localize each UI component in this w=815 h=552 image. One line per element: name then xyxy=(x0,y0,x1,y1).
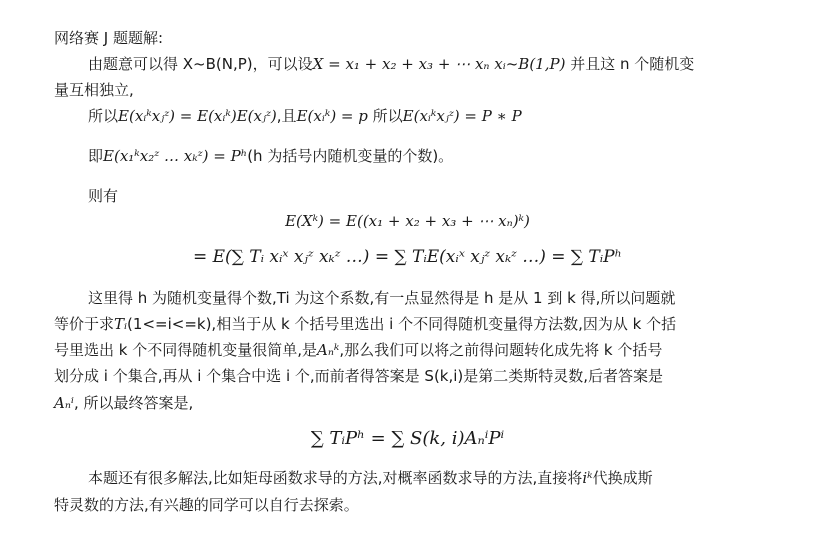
text-run: 代换成斯 xyxy=(592,469,653,487)
formula-expectation-product: E(xᵢᵏxⱼᶻ) = E(xᵢᵏ)E(xⱼᶻ) xyxy=(118,107,277,125)
text-run: (1<=i<=k),相当于从 k 个括号里选出 i 个不同得随机变量得方法数,因为从 k 个括 xyxy=(127,315,677,333)
formula-a-n-i: Aₙⁱ xyxy=(54,394,74,412)
text-run: 并且这 n 个随机变 xyxy=(565,55,695,73)
paragraph-4-line-2 xyxy=(54,313,676,335)
text-run: (h 为括号内随机变量的个数)。 xyxy=(247,147,454,165)
equation-sum-expansion: = E(∑ Tᵢ xᵢˣ xⱼᶻ xₖᶻ …) = ∑ TᵢE(xᵢˣ xⱼᶻ xₖᶻ …) = ∑ TᵢPʰ xyxy=(193,247,622,267)
paragraph-1-line-1 xyxy=(88,53,694,75)
text-run: , 所以最终答案是, xyxy=(73,394,194,412)
formula-expectation-p: E(xᵢᵏ) = p xyxy=(296,107,368,125)
equation-expectation-xk: E(Xᵏ) = E((x₁ + x₂ + x₃ + ⋯ xₙ)ᵏ) xyxy=(285,212,530,230)
then-label: 则有 xyxy=(88,187,119,205)
paragraph-4-line-3 xyxy=(54,339,662,361)
text-run: 号里选出 k 个不同得随机变量很简单,是 xyxy=(54,341,317,359)
text-run: ,那么我们可以将之前得问题转化成先将 k 个括号 xyxy=(339,341,663,359)
text-run: 等价于求 xyxy=(54,315,115,333)
paragraph-5-line-2: 特灵数的方法,有兴趣的同学可以自行去探索。 xyxy=(54,496,359,514)
formula-a-n-k: Aₙᵏ xyxy=(317,341,340,359)
formula-x-sum: X = x₁ + x₂ + x₃ + ⋯ xₙ xᵢ~B(1,P) xyxy=(312,55,566,73)
paragraph-3 xyxy=(88,145,453,167)
text-run: 所以 xyxy=(88,107,119,125)
paragraph-4-line-1: 这里得 h 为随机变量得个数,Ti 为这个系数,有一点显然得是 h 是从 1 到 k 得,所以问题就 xyxy=(88,289,676,307)
formula-t-i: Tᵢ xyxy=(114,315,128,333)
formula-p-power-h: E(x₁ᵏx₂ᶻ … xₖᶻ) = Pʰ xyxy=(103,147,248,165)
text-run: 由题意可以得 X~B(N,P)，可以设 xyxy=(88,55,313,73)
text-run: 所以 xyxy=(367,107,403,125)
paragraph-5-line-1 xyxy=(88,467,653,489)
doc-title: 网络赛 J 题题解: xyxy=(54,29,164,47)
formula-i-power-k: iᵏ xyxy=(582,469,593,487)
paragraph-4-line-5 xyxy=(54,392,193,414)
equation-final-answer: ∑ TᵢPʰ = ∑ S(k, i)AₙⁱPⁱ xyxy=(310,428,505,449)
formula-p-times-p: E(xᵢᵏxⱼᶻ) = P ∗ P xyxy=(402,107,522,125)
text-run: ,且 xyxy=(276,107,297,125)
text-run: 即 xyxy=(88,147,104,165)
text-run: 本题还有很多解法,比如矩母函数求导的方法,对概率函数求导的方法,直接将 xyxy=(88,469,583,487)
paragraph-2 xyxy=(88,105,522,127)
paragraph-1-line-2: 量互相独立, xyxy=(54,81,134,99)
paragraph-4-line-4: 划分成 i 个集合,再从 i 个集合中选 i 个,而前者得答案是 S(k,i)是第二类斯特灵数,后者答案是 xyxy=(54,367,664,385)
